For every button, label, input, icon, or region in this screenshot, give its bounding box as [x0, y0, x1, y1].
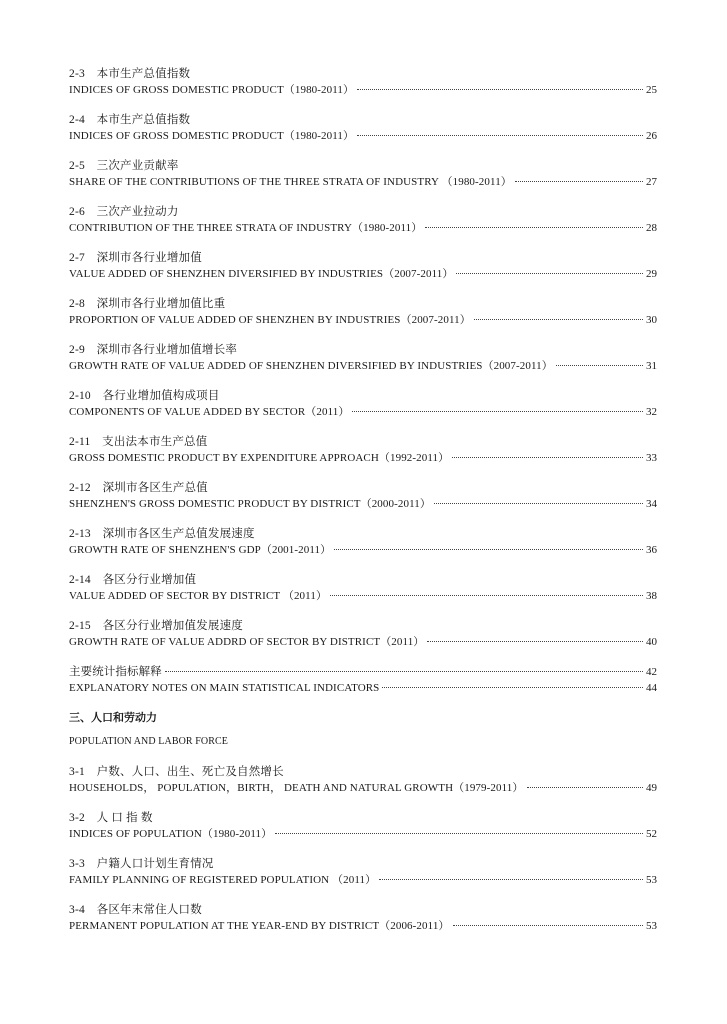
toc-entry-title-en: GROWTH RATE OF SHENZHEN'S GDP（2001-2011）: [69, 544, 332, 556]
toc-entry-title-cn: 2-5 三次产业贡献率: [69, 160, 179, 172]
toc-entry-title-en: HOUSEHOLDS， POPULATION，BIRTH， DEATH AND NATURAL GROWTH（1979-2011）: [69, 782, 524, 794]
toc-page: [69, 66, 657, 934]
toc-entry-2-14[interactable]: [69, 572, 657, 604]
toc-entry-2-6[interactable]: [69, 204, 657, 236]
toc-entry-3-2[interactable]: [69, 810, 657, 842]
section-title-en: POPULATION AND LABOR FORCE: [69, 736, 229, 747]
toc-entry-title-cn: 2-15 各区分行业增加值发展速度: [69, 620, 243, 632]
toc-entry-3-4[interactable]: [69, 902, 657, 934]
dot-leader: [453, 925, 643, 926]
toc-entry-2-10[interactable]: [69, 388, 657, 420]
page-number: 25: [646, 84, 657, 96]
toc-entry-title-cn: 2-11 支出法本市生产总值: [69, 436, 208, 448]
toc-entry-title-en: GROWTH RATE OF VALUE ADDED OF SHENZHEN DIVERSIFIED BY INDUSTRIES（2007-2011）: [69, 360, 553, 372]
toc-entry-title-cn: 主要统计指标解释: [69, 666, 162, 678]
toc-entry-2-8[interactable]: [69, 296, 657, 328]
toc-entry-title-en: CONTRIBUTION OF THE THREE STRATA OF INDUSTRY（1980-2011）: [69, 222, 423, 234]
dot-leader: [165, 671, 643, 672]
page-number: 29: [646, 268, 657, 280]
page-number: 44: [646, 682, 657, 694]
dot-leader: [452, 457, 643, 458]
toc-entry-2-4[interactable]: [69, 112, 657, 144]
toc-entry-title-en: VALUE ADDED OF SHENZHEN DIVERSIFIED BY INDUSTRIES（2007-2011）: [69, 268, 454, 280]
section-title-cn: 三、人口和劳动力: [69, 711, 157, 724]
toc-entry-title-cn: 3-4 各区年末常住人口数: [69, 904, 202, 916]
toc-entry-title-en: FAMILY PLANNING OF REGISTERED POPULATION （2011）: [69, 874, 377, 886]
toc-entry-title-cn: 2-7 深圳市各行业增加值: [69, 252, 202, 264]
toc-entry-title-en: COMPONENTS OF VALUE ADDED BY SECTOR（2011）: [69, 406, 350, 418]
toc-entry-3-1[interactable]: [69, 764, 657, 796]
toc-entry-title-en: SHARE OF THE CONTRIBUTIONS OF THE THREE STRATA OF INDUSTRY （1980-2011）: [69, 176, 512, 188]
toc-entry-title-en: EXPLANATORY NOTES ON MAIN STATISTICAL INDICATORS: [69, 682, 380, 694]
dot-leader: [434, 503, 643, 504]
toc-entry-title-cn: 2-13 深圳市各区生产总值发展速度: [69, 528, 255, 540]
page-number: 26: [646, 130, 657, 142]
dot-leader: [425, 227, 643, 228]
toc-entry-title-en: VALUE ADDED OF SECTOR BY DISTRICT （2011）: [69, 590, 328, 602]
toc-entry-title-cn: 3-2 人 口 指 数: [69, 812, 153, 824]
dot-leader: [352, 411, 643, 412]
toc-entry-title-en: INDICES OF GROSS DOMESTIC PRODUCT（1980-2011）: [69, 130, 355, 142]
dot-leader: [379, 879, 643, 880]
dot-leader: [427, 641, 643, 642]
toc-entry-title-cn: 2-10 各行业增加值构成项目: [69, 390, 220, 402]
dot-leader: [382, 687, 643, 688]
page-number: 31: [646, 360, 657, 372]
page-number: 42: [646, 666, 657, 678]
toc-entry-title-cn: 3-3 户籍人口计划生育情况: [69, 858, 214, 870]
page-number: 28: [646, 222, 657, 234]
toc-entry-title-en: GROWTH RATE OF VALUE ADDRD OF SECTOR BY DISTRICT（2011）: [69, 636, 425, 648]
toc-entry-2-12[interactable]: [69, 480, 657, 512]
dot-leader: [474, 319, 643, 320]
dot-leader: [330, 595, 643, 596]
toc-entry-title-cn: 2-6 三次产业拉动力: [69, 206, 179, 218]
page-number: 32: [646, 406, 657, 418]
toc-entry-title-cn: 2-4 本市生产总值指数: [69, 114, 191, 126]
page-number: 53: [646, 920, 657, 932]
page-number: 52: [646, 828, 657, 840]
page-number: 30: [646, 314, 657, 326]
toc-entry-title-cn: 2-3 本市生产总值指数: [69, 68, 191, 80]
page-number: 38: [646, 590, 657, 602]
page-number: 40: [646, 636, 657, 648]
page-number: 36: [646, 544, 657, 556]
toc-entry-3-3[interactable]: [69, 856, 657, 888]
toc-entry-2-3[interactable]: [69, 66, 657, 98]
toc-entry-title-en: INDICES OF POPULATION（1980-2011）: [69, 828, 273, 840]
page-number: 34: [646, 498, 657, 510]
toc-entry-title-cn: 2-8 深圳市各行业增加值比重: [69, 298, 226, 310]
dot-leader: [456, 273, 643, 274]
page-number: 53: [646, 874, 657, 886]
dot-leader: [527, 787, 644, 788]
page-number: 33: [646, 452, 657, 464]
toc-entry-2-11[interactable]: [69, 434, 657, 466]
toc-entry-title-en: GROSS DOMESTIC PRODUCT BY EXPENDITURE APPROACH（1992-2011）: [69, 452, 450, 464]
toc-entry-title-cn: 2-14 各区分行业增加值: [69, 574, 197, 586]
toc-entry-notes[interactable]: [69, 664, 657, 696]
toc-entry-title-en: INDICES OF GROSS DOMESTIC PRODUCT（1980-2011）: [69, 84, 355, 96]
toc-entry-2-15[interactable]: [69, 618, 657, 650]
toc-entry-title-en: PROPORTION OF VALUE ADDED OF SHENZHEN BY INDUSTRIES（2007-2011）: [69, 314, 471, 326]
dot-leader: [515, 181, 643, 182]
dot-leader: [357, 135, 643, 136]
toc-entry-2-13[interactable]: [69, 526, 657, 558]
toc-entry-title-cn: 2-12 深圳市各区生产总值: [69, 482, 208, 494]
page-number: 27: [646, 176, 657, 188]
toc-entry-title-en: SHENZHEN'S GROSS DOMESTIC PRODUCT BY DISTRICT（2000-2011）: [69, 498, 431, 510]
dot-leader: [556, 365, 643, 366]
dot-leader: [275, 833, 643, 834]
dot-leader: [334, 549, 643, 550]
toc-entry-title-cn: 2-9 深圳市各行业增加值增长率: [69, 344, 238, 356]
toc-entry-2-5[interactable]: [69, 158, 657, 190]
dot-leader: [357, 89, 643, 90]
toc-entry-title-en: PERMANENT POPULATION AT THE YEAR-END BY DISTRICT（2006-2011）: [69, 920, 450, 932]
toc-entry-2-7[interactable]: [69, 250, 657, 282]
toc-entry-title-cn: 3-1 户数、人口、出生、死亡及自然增长: [69, 766, 284, 778]
toc-entry-2-9[interactable]: [69, 342, 657, 374]
page-number: 49: [646, 782, 657, 794]
